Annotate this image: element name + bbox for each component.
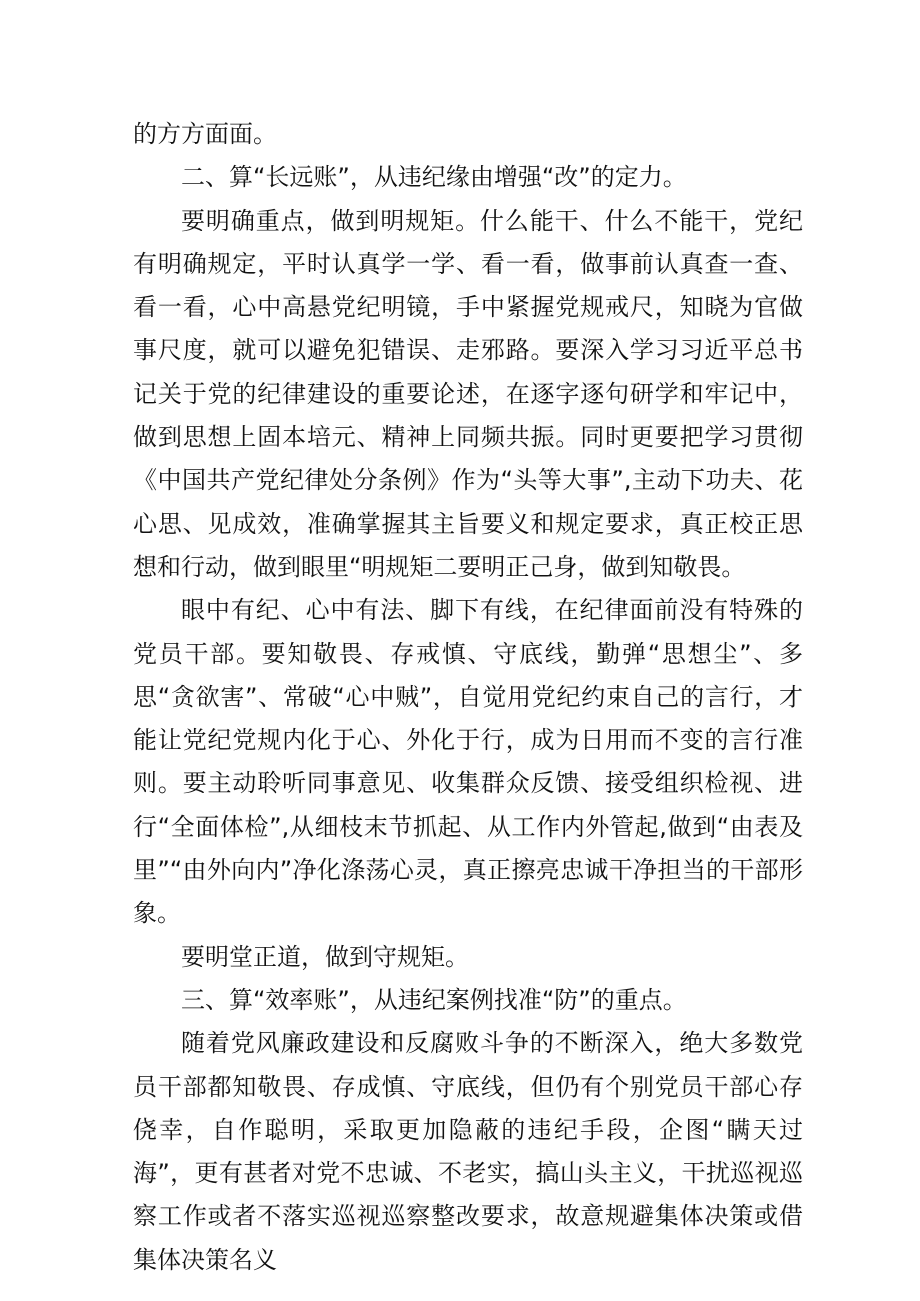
paragraph-continuation: 的方方面面。 — [133, 120, 277, 148]
paragraph-discipline: 眼中有纪、心中有法、脚下有线，在纪律面前没有特殊的党员干部。要知敬畏、存戒慎、守底线，勤弹“思想尘”、多思“贪欲害”、常破“心中贼”，自觉用党纪约束自己的言行，才能让党纪党规内化于心、外化于行，成为日用而不变的言行准则。要主动聆听同事意见、收集群众反馈、接受组织检视、进行“全面体检”,从细枝末节抓起、从工作内外管起,做到“由表及里”“由外向内”净化涤荡心灵，真正擦亮忠诚干净担当的干部形象。 — [133, 596, 803, 928]
paragraph-cases: 随着党风廉政建设和反腐败斗争的不断深入，绝大多数党员干部都知敬畏、存成慎、守底线，但仍有个别党员干部心存侥幸，自作聪明，采取更加隐蔽的违纪手段，企图“瞒天过海”，更有甚者对党不忠诚、不老实，搞山头主义，干扰巡视巡察工作或者不落实巡视巡察整改要求，故意规避集体决策或借集体决策名义 — [133, 1029, 803, 1274]
section-heading-three: 三、算“效率账”，从违纪案例找准“防”的重点。 — [181, 985, 687, 1014]
section-heading-two: 二、算“长远账”，从违纪缘由增强“改”的定力。 — [181, 163, 687, 192]
paragraph-clear-rules: 要明确重点，做到明规矩。什么能干、什么不能干，党纪有明确规定，平时认真学一学、看一看，做事前认真查一查、看一看，心中高悬党纪明镜，手中紧握党规戒尺，知晓为官做事尺度，就可以避免犯错误、走邪路。要深入学习习近平总书记关于党的纪律建设的重要论述，在逐字逐句研学和牢记中，做到思想上固本培元、精神上同频共振。同时更要把学习贯彻《中国共产党纪律处分条例》作为“头等大事”,主动下功夫、花心思、见成效，准确掌握其主旨要义和规定要求，真正校正思想和行动，做到眼里“明规矩二要明正己身，做到知敬畏。 — [133, 206, 803, 581]
paragraph-keep-rules: 要明堂正道，做到守规矩。 — [181, 942, 469, 971]
document-body — [133, 113, 803, 1282]
